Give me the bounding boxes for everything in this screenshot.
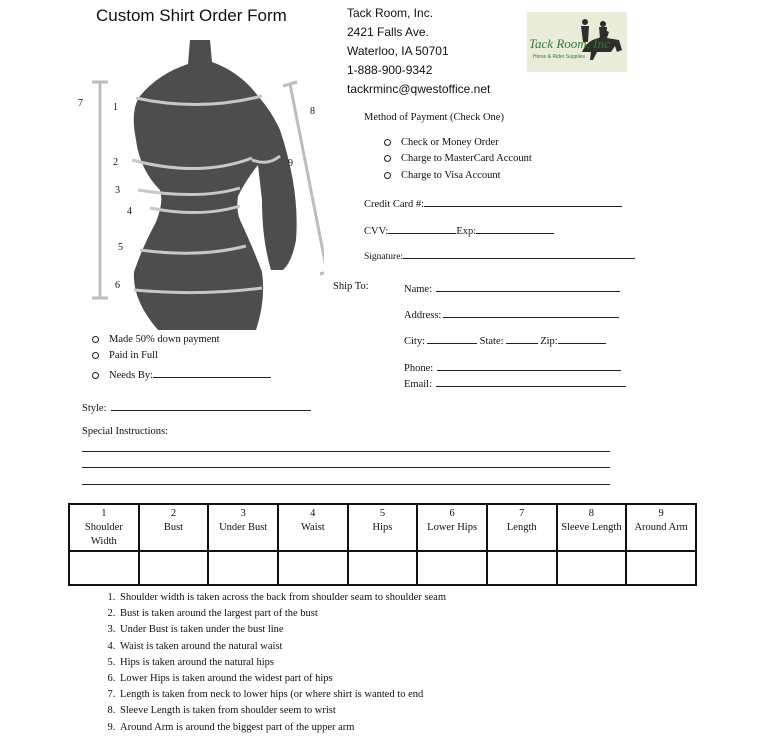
length-input[interactable] [487, 551, 557, 585]
shoulder-width-input[interactable] [69, 551, 139, 585]
style-field[interactable] [111, 400, 311, 411]
marker-5: 5 [118, 242, 123, 253]
status-option-needs-by[interactable]: Needs By: [92, 367, 271, 381]
needs-by-field[interactable] [153, 367, 271, 378]
note-item: 8. Sleeve Length is taken from shoulder seem to wrist [118, 703, 446, 719]
marker-9: 9 [288, 158, 293, 169]
radio-circle[interactable] [384, 172, 391, 179]
col-lower-hips: 6 Lower Hips [417, 504, 487, 551]
ship-to-label: Ship To: [333, 281, 369, 292]
lower-hips-input[interactable] [417, 551, 487, 585]
company-info [347, 4, 490, 99]
under-bust-input[interactable] [208, 551, 278, 585]
payment-heading: Method of Payment (Check One) [364, 112, 504, 123]
col-around-arm: 9 Around Arm [626, 504, 696, 551]
ship-address-row: Address: [404, 307, 619, 321]
marker-4: 4 [127, 206, 132, 217]
col-hips: 5 Hips [348, 504, 418, 551]
note-item: 1. Shoulder width is taken across the back from shoulder seam to shoulder seam [118, 590, 446, 606]
note-item: 3. Under Bust is taken under the bust line [118, 622, 446, 638]
logo-text: Tack Room, Inc [529, 36, 610, 51]
ship-city-field[interactable] [427, 333, 477, 344]
measurement-input-row [69, 551, 696, 585]
style-row: Style: [82, 400, 311, 414]
ship-zip-field[interactable] [558, 333, 606, 344]
sleeve-length-input[interactable] [557, 551, 627, 585]
bust-input[interactable] [139, 551, 209, 585]
col-shoulder-width: 1 Shoulder Width [69, 504, 139, 551]
special-instructions-line[interactable] [82, 467, 610, 468]
note-item: 6. Lower Hips is taken around the widest part of hips [118, 671, 446, 687]
ship-email-row: Email: [404, 376, 626, 390]
cvv-row: CVV: Exp: [364, 223, 554, 237]
ship-address-field[interactable] [443, 307, 619, 318]
ship-name-row: Name: [404, 281, 620, 295]
col-under-bust: 3 Under Bust [208, 504, 278, 551]
cvv-field[interactable] [388, 223, 456, 234]
col-waist: 4 Waist [278, 504, 348, 551]
ship-state-field[interactable] [506, 333, 538, 344]
col-length: 7 Length [487, 504, 557, 551]
marker-8: 8 [310, 106, 315, 117]
measurement-notes [94, 590, 446, 736]
mannequin-body [134, 40, 297, 330]
waist-input[interactable] [278, 551, 348, 585]
company-logo [527, 12, 627, 72]
marker-6: 6 [115, 280, 120, 291]
ship-phone-field[interactable] [437, 360, 621, 371]
radio-circle[interactable] [92, 372, 99, 379]
status-option-down-payment[interactable]: Made 50% down payment [92, 334, 220, 345]
ship-name-field[interactable] [436, 281, 620, 292]
col-sleeve-length: 8 Sleeve Length [557, 504, 627, 551]
status-option-paid-full[interactable]: Paid in Full [92, 350, 158, 361]
ship-email-field[interactable] [436, 376, 626, 387]
marker-3: 3 [115, 185, 120, 196]
ship-city-row: City: State: Zip: [404, 333, 606, 347]
radio-circle[interactable] [384, 155, 391, 162]
exp-field[interactable] [476, 223, 554, 234]
special-instructions-line[interactable] [82, 451, 610, 452]
note-item: 5. Hips is taken around the natural hips [118, 655, 446, 671]
special-instructions-line[interactable] [82, 484, 610, 485]
measurement-header-row [69, 504, 696, 551]
col-bust: 2 Bust [139, 504, 209, 551]
note-item: 9. Around Arm is around the biggest part of the upper arm [118, 720, 446, 736]
payment-option-check[interactable]: Check or Money Order [384, 137, 499, 148]
note-item: 4. Waist is taken around the natural waist [118, 639, 446, 655]
logo-subtext: Horse & Rider Supplies [533, 54, 585, 60]
mannequin-diagram [74, 40, 324, 340]
marker-2: 2 [113, 157, 118, 168]
hips-input[interactable] [348, 551, 418, 585]
form-title: Custom Shirt Order Form [96, 6, 287, 25]
note-item: 2. Bust is taken around the largest part of the bust [118, 606, 446, 622]
company-name: Tack Room, Inc. [347, 6, 434, 20]
company-email: tackrminc@qwestoffice.net [347, 82, 491, 96]
radio-circle[interactable] [92, 352, 99, 359]
company-city: Waterloo, IA 50701 [347, 44, 449, 58]
radio-circle[interactable] [92, 336, 99, 343]
company-address: 2421 Falls Ave. [347, 25, 429, 39]
signature-field[interactable] [403, 248, 635, 259]
length-bracket [92, 82, 108, 298]
marker-1: 1 [113, 102, 118, 113]
payment-option-visa[interactable]: Charge to Visa Account [384, 170, 501, 181]
special-instructions-label: Special Instructions: [82, 426, 169, 437]
marker-7: 7 [78, 98, 83, 109]
signature-row: Signature: [364, 248, 635, 262]
credit-card-field[interactable] [424, 196, 622, 207]
company-phone: 1-888-900-9342 [347, 63, 433, 77]
measurement-table [68, 503, 697, 586]
radio-circle[interactable] [384, 139, 391, 146]
ship-phone-row: Phone: [404, 360, 621, 374]
note-item: 7. Length is taken from neck to lower hips (or where shirt is wanted to end [118, 687, 446, 703]
payment-option-mastercard[interactable]: Charge to MasterCard Account [384, 153, 532, 164]
around-arm-input[interactable] [626, 551, 696, 585]
credit-card-row: Credit Card #: [364, 196, 622, 210]
